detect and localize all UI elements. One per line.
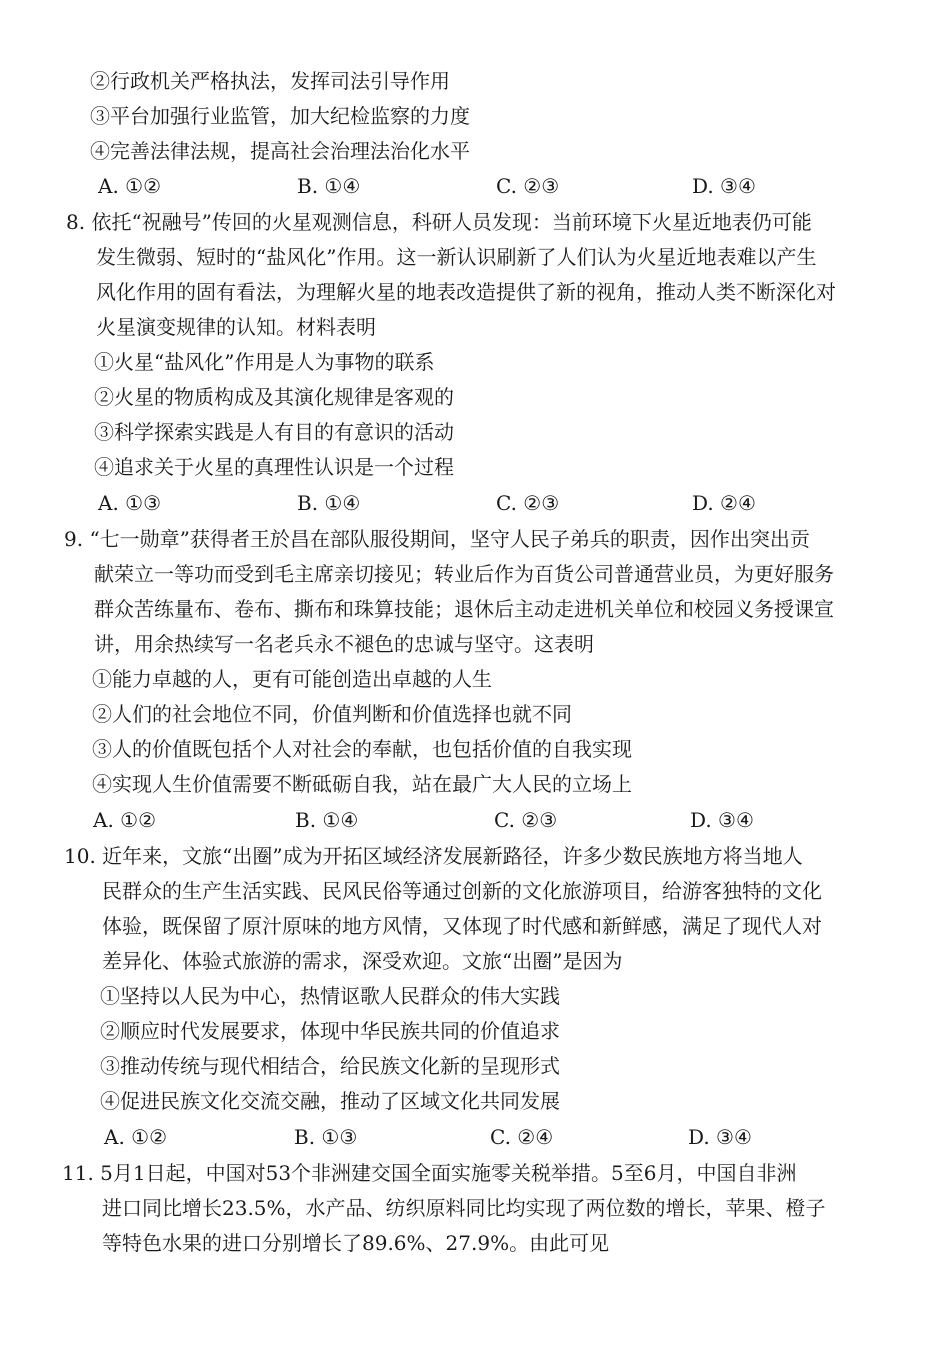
q9-stem-line-4: 讲，用余热续写一名老兵永不褪色的忠诚与坚守。这表明 — [94, 632, 594, 656]
q8-option-d: D. ②④ — [692, 491, 756, 515]
q7-option-c: C. ②③ — [496, 174, 560, 198]
q9-stem-line-2: 献荣立一等功而受到毛主席亲切接见；转业后作为百货公司普通营业员，为更好服务 — [94, 562, 834, 586]
q9-item-3: ③人的价值既包括个人对社会的奉献，也包括价值的自我实现 — [92, 737, 632, 761]
q9-option-a: A. ①② — [93, 808, 157, 832]
q7-options — [0, 173, 950, 199]
q9-option-c: C. ②③ — [494, 808, 558, 832]
q8-stem-line-2: 发生微弱、短时的“盐风化”作用。这一新认识刷新了人们认为火星近地表难以产生 — [96, 245, 817, 269]
q8-options — [0, 490, 950, 516]
q10-option-a: A. ①② — [104, 1125, 168, 1149]
q8-option-b: B. ①④ — [297, 491, 361, 515]
q7-option-d: D. ③④ — [692, 174, 756, 198]
q8-item-1: ①火星“盐风化”作用是人为事物的联系 — [94, 350, 435, 374]
q10-stem-line-1: 10. 近年来，文旅“出圈”成为开拓区域经济发展新路径，许多少数民族地方将当地人 — [64, 844, 803, 868]
q8-item-4: ④追求关于火星的真理性认识是一个过程 — [94, 455, 454, 479]
q8-item-2: ②火星的物质构成及其演化规律是客观的 — [94, 385, 454, 409]
q9-item-1: ①能力卓越的人，更有可能创造出卓越的人生 — [92, 667, 492, 691]
q9-options — [0, 807, 950, 833]
q7-item-3: ③平台加强行业监管，加大纪检监察的力度 — [90, 104, 470, 128]
q9-stem-line-3: 群众苦练量布、卷布、撕布和珠算技能；退休后主动走进机关单位和校园义务授课宣 — [94, 597, 834, 621]
q10-item-3: ③推动传统与现代相结合，给民族文化新的呈现形式 — [100, 1054, 560, 1078]
q9-option-b: B. ①④ — [295, 808, 359, 832]
q10-options — [0, 1124, 950, 1150]
q10-option-c: C. ②④ — [490, 1125, 554, 1149]
q8-option-c: C. ②③ — [496, 491, 560, 515]
q8-stem-line-3: 风化作用的固有看法，为理解火星的地表改造提供了新的视角，推动人类不断深化对 — [96, 280, 836, 304]
q8-stem-line-4: 火星演变规律的认知。材料表明 — [96, 315, 376, 339]
q11-stem-line-2: 进口同比增长23.5%，水产品、纺织原料同比均实现了两位数的增长，苹果、橙子 — [102, 1196, 826, 1220]
q10-option-b: B. ①③ — [294, 1125, 358, 1149]
q7-option-b: B. ①④ — [297, 174, 361, 198]
q8-item-3: ③科学探索实践是人有目的有意识的活动 — [94, 420, 454, 444]
q9-item-2: ②人们的社会地位不同，价值判断和价值选择也就不同 — [92, 702, 572, 726]
q11-stem-line-3: 等特色水果的进口分别增长了89.6%、27.9%。由此可见 — [102, 1231, 610, 1255]
q7-item-2: ②行政机关严格执法，发挥司法引导作用 — [90, 69, 450, 93]
q7-option-a: A. ①② — [98, 174, 162, 198]
q8-stem-line-1: 8. 依托“祝融号”传回的火星观测信息，科研人员发现：当前环境下火星近地表仍可能 — [66, 210, 812, 234]
q10-item-2: ②顺应时代发展要求，体现中华民族共同的价值追求 — [100, 1019, 560, 1043]
q10-option-d: D. ③④ — [688, 1125, 752, 1149]
q10-item-1: ①坚持以人民为中心，热情讴歌人民群众的伟大实践 — [100, 984, 560, 1008]
q10-stem-line-3: 体验，既保留了原汁原味的地方风情，又体现了时代感和新鲜感，满足了现代人对 — [102, 914, 822, 938]
q11-stem-line-1: 11. 5月1日起，中国对53个非洲建交国全面实施零关税举措。5至6月，中国自非洲 — [62, 1161, 797, 1185]
q9-stem-line-1: 9. “七一勋章”获得者王於昌在部队服役期间，坚守人民子弟兵的职责，因作出突出贡 — [64, 527, 810, 551]
q9-item-4: ④实现人生价值需要不断砥砺自我，站在最广大人民的立场上 — [92, 772, 632, 796]
q9-option-d: D. ③④ — [690, 808, 754, 832]
q10-item-4: ④促进民族文化交流交融，推动了区域文化共同发展 — [100, 1089, 560, 1113]
q8-option-a: A. ①③ — [98, 491, 162, 515]
q10-stem-line-4: 差异化、体验式旅游的需求，深受欢迎。文旅“出圈”是因为 — [102, 949, 623, 973]
q10-stem-line-2: 民群众的生产生活实践、民风民俗等通过创新的文化旅游项目，给游客独特的文化 — [102, 879, 822, 903]
q7-item-4: ④完善法律法规，提高社会治理法治化水平 — [90, 139, 470, 163]
